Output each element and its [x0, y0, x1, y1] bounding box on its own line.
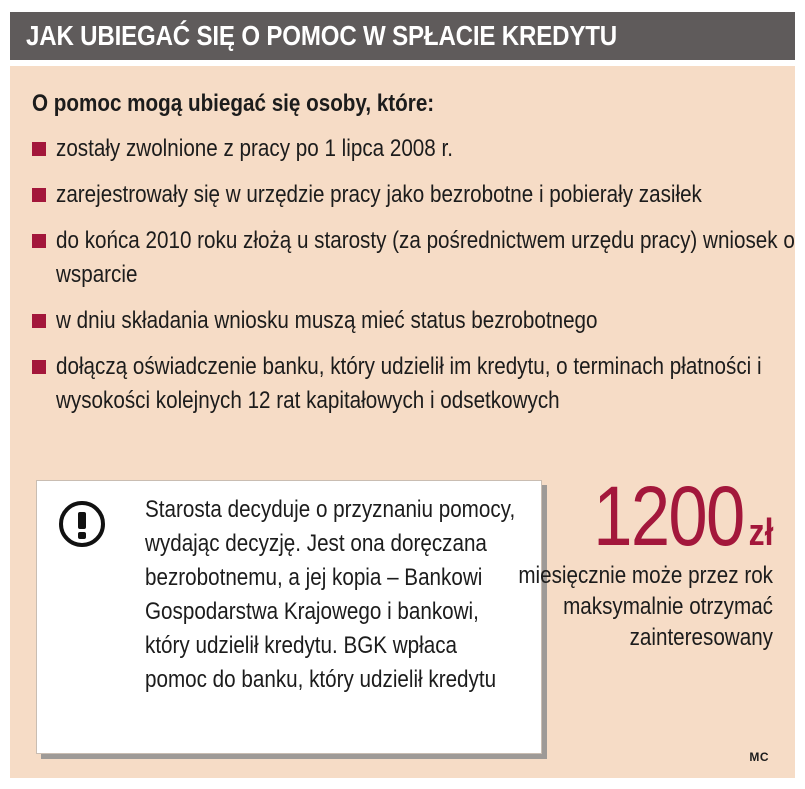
- content-panel: [10, 66, 795, 778]
- author-signature: MC: [749, 750, 769, 764]
- exclamation-circle-icon: [59, 501, 105, 547]
- info-box-text: Starosta decyduje o przyznaniu pomocy, wydając decyzję. Jest ona doręczana bezrobotnemu, a jej kopia – Bankowi Gospodarstwa Krajowego i bankowi, który udzielił kredytu. BGK wpłaca pomoc do banku, który udzielił kredytu: [145, 496, 516, 693]
- square-bullet-icon: [32, 360, 46, 374]
- page-title: JAK UBIEGAĆ SIĘ O POMOC W SPŁACIE KREDYTU: [26, 20, 617, 51]
- intro-heading: O pomoc mogą ubiegać się osoby, które:: [32, 90, 435, 117]
- criteria-list: [32, 132, 795, 430]
- amount-unit: zł: [748, 512, 773, 554]
- criteria-item-text: w dniu składania wniosku muszą mieć status bezrobotnego: [56, 307, 598, 334]
- square-bullet-icon: [32, 188, 46, 202]
- criteria-item-text: zarejestrowały się w urzędzie pracy jako bezrobotne i pobierały zasiłek: [56, 181, 702, 208]
- amount-value: 1200: [592, 469, 744, 563]
- amount-description: miesięcznie może przez rok maksymalnie otrzymać zainteresowany: [518, 562, 773, 651]
- header-bar: [10, 12, 795, 60]
- square-bullet-icon: [32, 314, 46, 328]
- square-bullet-icon: [32, 142, 46, 156]
- criteria-item: [32, 132, 792, 166]
- square-bullet-icon: [32, 234, 46, 248]
- criteria-item: [32, 224, 795, 292]
- criteria-item: [32, 350, 792, 418]
- info-box: [36, 480, 542, 754]
- criteria-item-text: do końca 2010 roku złożą u starosty (za pośrednictwem urzędu pracy) wniosek o wsparcie: [56, 227, 795, 288]
- criteria-item: [32, 304, 792, 338]
- criteria-item-text: dołączą oświadczenie banku, który udzielił im kredytu, o terminach płatności i wysokości kolejnych 12 rat kapitałowych i odsetkowych: [56, 353, 762, 414]
- highlight-amount: [592, 469, 773, 563]
- criteria-item: [32, 178, 792, 212]
- criteria-item-text: zostały zwolnione z pracy po 1 lipca 2008 r.: [56, 135, 453, 162]
